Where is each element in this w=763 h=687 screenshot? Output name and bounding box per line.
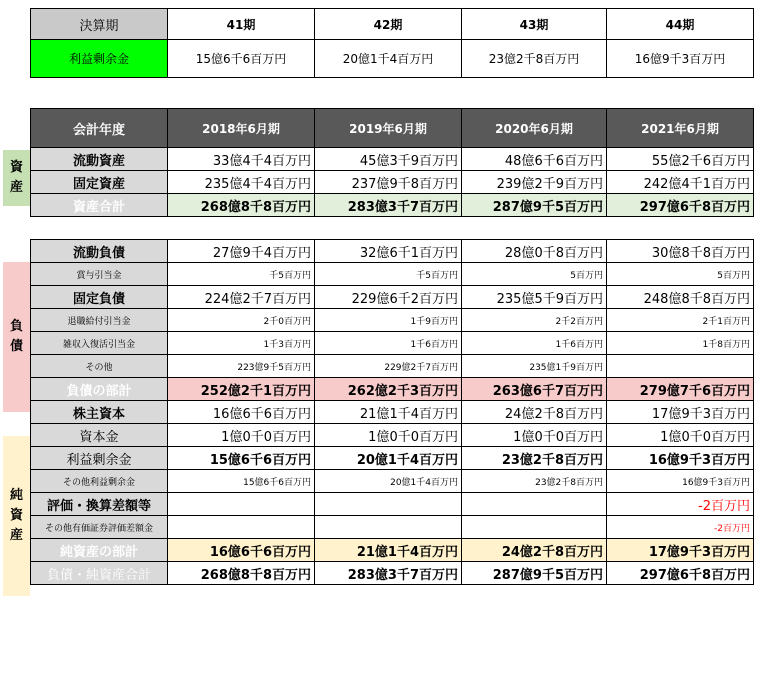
cell-value: 16億9千3百万円 bbox=[607, 447, 754, 470]
cell-value: 268億8千8百万円 bbox=[168, 562, 315, 585]
liability-total-row bbox=[31, 378, 754, 401]
fiscal-year-header-row bbox=[31, 109, 754, 148]
year-header: 2018年6月期 bbox=[168, 109, 315, 148]
cell-value: 20億1千4百万円 bbox=[315, 447, 462, 470]
retained-earnings-label: 利益剰余金 bbox=[31, 40, 168, 78]
cell-value: 16億6千6百万円 bbox=[168, 539, 315, 562]
cell-value: 262億2千3百万円 bbox=[315, 378, 462, 401]
cell-value: 16億6千6百万円 bbox=[168, 401, 315, 424]
row-label: 雑収入復活引当金 bbox=[31, 332, 168, 355]
cell-value: 1千6百万円 bbox=[462, 332, 607, 355]
table-row bbox=[31, 355, 754, 378]
grand-total-row bbox=[31, 562, 754, 585]
period-header: 42期 bbox=[315, 9, 462, 40]
row-label: 利益剰余金 bbox=[31, 447, 168, 470]
side-char: 負 bbox=[9, 319, 23, 334]
cell-value: 2千0百万円 bbox=[168, 309, 315, 332]
cell-value: 1億0千0百万円 bbox=[462, 424, 607, 447]
cell-value: 1億0千0百万円 bbox=[168, 424, 315, 447]
side-label-assets bbox=[3, 150, 30, 206]
cell-value bbox=[168, 493, 315, 516]
row-label: 流動負債 bbox=[31, 240, 168, 263]
cell-value: 32億6千1百万円 bbox=[315, 240, 462, 263]
cell-value: 28億0千8百万円 bbox=[462, 240, 607, 263]
table-row bbox=[31, 148, 754, 171]
cell-value: 23億2千8百万円 bbox=[462, 470, 607, 493]
table-row bbox=[31, 286, 754, 309]
cell-value: 21億1千4百万円 bbox=[315, 539, 462, 562]
cell-value: 15億6千6百万円 bbox=[168, 470, 315, 493]
cell-value: 252億2千1百万円 bbox=[168, 378, 315, 401]
cell-value: 45億3千9百万円 bbox=[315, 148, 462, 171]
row-label: 資産合計 bbox=[31, 194, 168, 217]
cell-value: 235億1千9百万円 bbox=[462, 355, 607, 378]
period-summary-table bbox=[30, 8, 754, 78]
cell-value: 297億6千8百万円 bbox=[607, 562, 754, 585]
row-label: 退職給付引当金 bbox=[31, 309, 168, 332]
row-label: その他有価証券評価差額金 bbox=[31, 516, 168, 539]
cell-value: 30億8千8百万円 bbox=[607, 240, 754, 263]
period-header: 44期 bbox=[607, 9, 754, 40]
cell-value: 17億9千3百万円 bbox=[607, 539, 754, 562]
cell-value: 1億0千0百万円 bbox=[315, 424, 462, 447]
cell-value: 24億2千8百万円 bbox=[462, 401, 607, 424]
cell-value: 224億2千7百万円 bbox=[168, 286, 315, 309]
table-row bbox=[31, 332, 754, 355]
cell-value: 283億3千7百万円 bbox=[315, 562, 462, 585]
retained-earnings-row bbox=[31, 40, 754, 78]
cell-value: 268億8千8百万円 bbox=[168, 194, 315, 217]
side-char: 産 bbox=[9, 528, 23, 543]
cell-value: 2千1百万円 bbox=[607, 309, 754, 332]
cell-value: 237億9千8百万円 bbox=[315, 171, 462, 194]
side-label-net-assets bbox=[3, 436, 30, 596]
table-row bbox=[31, 424, 754, 447]
cell-value: 15億6千6百万円 bbox=[168, 447, 315, 470]
cell-value: -2百万円 bbox=[607, 493, 754, 516]
year-header: 2020年6月期 bbox=[462, 109, 607, 148]
cell-value: 17億9千3百万円 bbox=[607, 401, 754, 424]
row-label: 評価・換算差額等 bbox=[31, 493, 168, 516]
side-char: 債 bbox=[9, 339, 23, 354]
cell-value: 297億6千8百万円 bbox=[607, 194, 754, 217]
spacer bbox=[31, 217, 754, 240]
cell-value: 千5百万円 bbox=[315, 263, 462, 286]
cell-value: 2千2百万円 bbox=[462, 309, 607, 332]
period-row bbox=[31, 9, 754, 40]
row-label: 固定負債 bbox=[31, 286, 168, 309]
cell-value bbox=[168, 516, 315, 539]
cell-value: 21億1千4百万円 bbox=[315, 401, 462, 424]
table-row bbox=[31, 240, 754, 263]
side-char: 産 bbox=[9, 180, 23, 195]
cell-value: 24億2千8百万円 bbox=[462, 539, 607, 562]
row-label: 賞与引当金 bbox=[31, 263, 168, 286]
cell-value: 5百万円 bbox=[462, 263, 607, 286]
row-label: 固定資産 bbox=[31, 171, 168, 194]
row-label: 負債・純資産合計 bbox=[31, 562, 168, 585]
period-header: 43期 bbox=[462, 9, 607, 40]
cell-value: 33億4千4百万円 bbox=[168, 148, 315, 171]
cell-value bbox=[607, 355, 754, 378]
side-label-liabilities bbox=[3, 262, 30, 412]
cell-value: 242億4千1百万円 bbox=[607, 171, 754, 194]
cell-value: 287億9千5百万円 bbox=[462, 562, 607, 585]
cell-value: 1億0千0百万円 bbox=[607, 424, 754, 447]
cell-value bbox=[462, 516, 607, 539]
cell-value: 239億2千9百万円 bbox=[462, 171, 607, 194]
table-row bbox=[31, 401, 754, 424]
table-row bbox=[31, 309, 754, 332]
cell-value: 223億9千5百万円 bbox=[168, 355, 315, 378]
cell-value bbox=[315, 516, 462, 539]
retained-earnings-value: 16億9千3百万円 bbox=[607, 40, 754, 78]
table-row bbox=[31, 516, 754, 539]
side-char: 純 bbox=[9, 488, 23, 503]
cell-value: 235億4千4百万円 bbox=[168, 171, 315, 194]
cell-value: 55億2千6百万円 bbox=[607, 148, 754, 171]
fiscal-year-label: 会計年度 bbox=[31, 109, 168, 148]
cell-value: 248億8千8百万円 bbox=[607, 286, 754, 309]
cell-value: 27億9千4百万円 bbox=[168, 240, 315, 263]
cell-value: 16億9千3百万円 bbox=[607, 470, 754, 493]
cell-value: 235億5千9百万円 bbox=[462, 286, 607, 309]
year-header: 2019年6月期 bbox=[315, 109, 462, 148]
cell-value: 1千8百万円 bbox=[607, 332, 754, 355]
cell-value: 1千6百万円 bbox=[315, 332, 462, 355]
row-label: 資本金 bbox=[31, 424, 168, 447]
cell-value: 48億6千6百万円 bbox=[462, 148, 607, 171]
period-header: 41期 bbox=[168, 9, 315, 40]
cell-value: 23億2千8百万円 bbox=[462, 447, 607, 470]
balance-sheet-table bbox=[30, 108, 754, 585]
cell-value: 263億6千7百万円 bbox=[462, 378, 607, 401]
row-label: 負債の部計 bbox=[31, 378, 168, 401]
cell-value: 千5百万円 bbox=[168, 263, 315, 286]
retained-earnings-value: 15億6千6百万円 bbox=[168, 40, 315, 78]
year-header: 2021年6月期 bbox=[607, 109, 754, 148]
side-char: 資 bbox=[9, 508, 23, 523]
cell-value: 1千9百万円 bbox=[315, 309, 462, 332]
cell-value: 283億3千7百万円 bbox=[315, 194, 462, 217]
table-row bbox=[31, 447, 754, 470]
table-row bbox=[31, 263, 754, 286]
row-label: 純資産の部計 bbox=[31, 539, 168, 562]
cell-value: 5百万円 bbox=[607, 263, 754, 286]
retained-earnings-value: 20億1千4百万円 bbox=[315, 40, 462, 78]
cell-value: 287億9千5百万円 bbox=[462, 194, 607, 217]
cell-value bbox=[462, 493, 607, 516]
row-label: 株主資本 bbox=[31, 401, 168, 424]
spacer-row bbox=[31, 217, 754, 240]
row-label: その他利益剰余金 bbox=[31, 470, 168, 493]
cell-value: 1千3百万円 bbox=[168, 332, 315, 355]
cell-value: -2百万円 bbox=[607, 516, 754, 539]
period-label: 決算期 bbox=[31, 9, 168, 40]
asset-total-row bbox=[31, 194, 754, 217]
cell-value: 20億1千4百万円 bbox=[315, 470, 462, 493]
cell-value: 229億6千2百万円 bbox=[315, 286, 462, 309]
cell-value: 279億7千6百万円 bbox=[607, 378, 754, 401]
table-row bbox=[31, 171, 754, 194]
retained-earnings-value: 23億2千8百万円 bbox=[462, 40, 607, 78]
table-row bbox=[31, 493, 754, 516]
row-label: 流動資産 bbox=[31, 148, 168, 171]
cell-value: 229億2千7百万円 bbox=[315, 355, 462, 378]
side-char: 資 bbox=[9, 160, 23, 175]
net-assets-total-row bbox=[31, 539, 754, 562]
table-row bbox=[31, 470, 754, 493]
cell-value bbox=[315, 493, 462, 516]
row-label: その他 bbox=[31, 355, 168, 378]
